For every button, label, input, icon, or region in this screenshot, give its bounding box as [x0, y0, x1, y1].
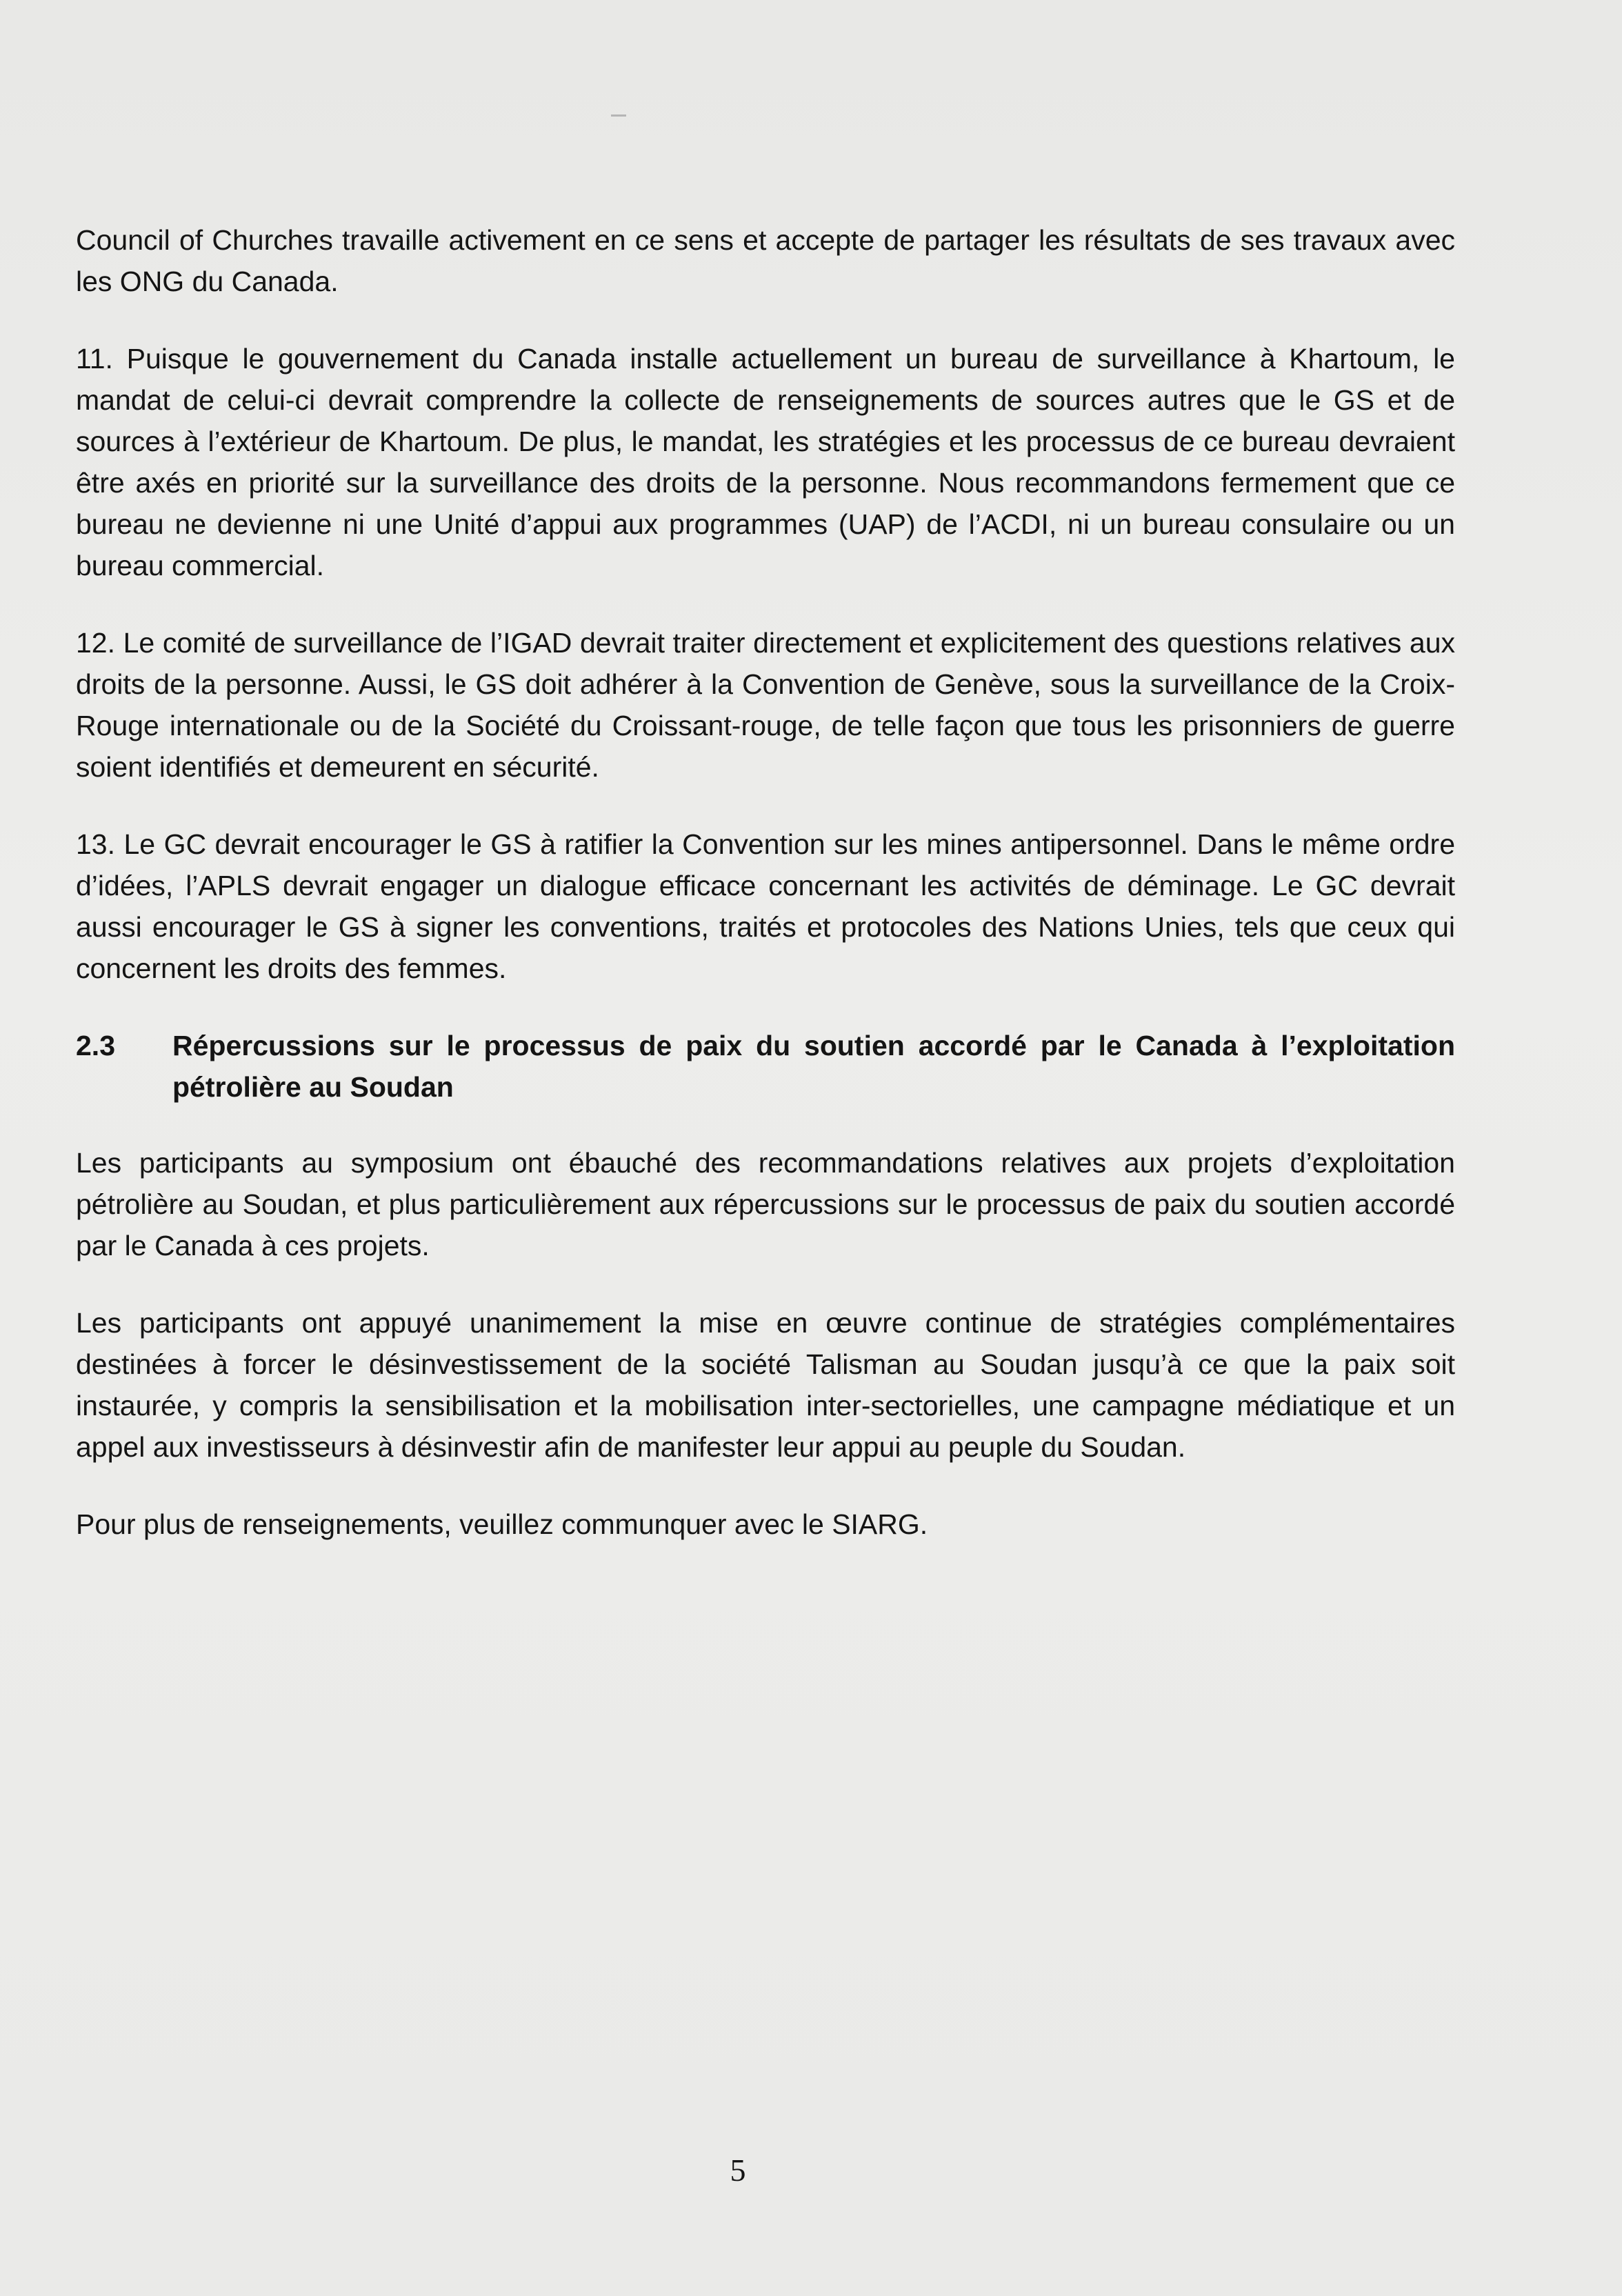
section-number: 2.3 — [76, 1030, 115, 1061]
scan-mark — [611, 114, 626, 117]
paragraph-council: Council of Churches travaille activement en ce sens et accepte de partager les résultats de ses travaux avec les ONG du Canada. — [76, 224, 1455, 297]
section-heading — [76, 1025, 1455, 1108]
paragraph-talisman: Les participants ont appuyé unanimement la mise en œuvre continue de stratégies complémentaires destinées à forcer le désinvestissement de la société Talisman au Soudan jusqu’à ce que la paix soit instaurée, y compris la sensibilisation et la mobilisation inter-sectorielles, une campagne médiatique et un appel aux investisseurs à désinvestir afin de manifester leur appui au peuple du Soudan. — [76, 1307, 1455, 1463]
section-title: Répercussions sur le processus de paix du soutien accordé par le Canada à l’exploitation pétrolière au Soudan — [172, 1030, 1455, 1103]
page-content — [76, 219, 1455, 1581]
paragraph-symposium: Les participants au symposium ont ébauché des recommandations relatives aux projets d’exploitation pétrolière au Soudan, et plus particulièrement aux répercussions sur le processus de paix du soutien accordé par le Canada à ces projets. — [76, 1147, 1455, 1261]
paragraph-11: 11. Puisque le gouvernement du Canada installe actuellement un bureau de surveillance à Khartoum, le mandat de celui-ci devrait comprendre la collecte de renseignements de sources autres que le GS et de sources à l’extérieur de Khartoum. De plus, le mandat, les stratégies et les processus de ce bureau devraient être axés en priorité sur la surveillance des droits de la personne. Nous recommandons fermement que ce bureau ne devienne ni une Unité d’appui aux programmes (UAP) de l’ACDI, ni un bureau consulaire ou un bureau commercial. — [76, 343, 1455, 581]
paragraph-contact: Pour plus de renseignements, veuillez communquer avec le SIARG. — [76, 1508, 928, 1540]
paragraph-12: 12. Le comité de surveillance de l’IGAD devrait traiter directement et explicitement des questions relatives aux droits de la personne. Aussi, le GS doit adhérer à la Convention de Genève, sous la surveillance de la Croix-Rouge internationale ou de la Société du Croissant-rouge, de telle façon que tous les prisonniers de guerre soient identifiés et demeurent en sécurité. — [76, 627, 1455, 783]
paragraph-13: 13. Le GC devrait encourager le GS à ratifier la Convention sur les mines antipersonnel. Dans le même ordre d’idées, l’APLS devrait engager un dialogue efficace concernant les activités de déminage. Le GC devrait aussi encourager le GS à signer les conventions, traités et protocoles des Nations Unies, tels que ceux qui concernent les droits des femmes. — [76, 828, 1455, 984]
page-number: 5 — [730, 2153, 746, 2188]
